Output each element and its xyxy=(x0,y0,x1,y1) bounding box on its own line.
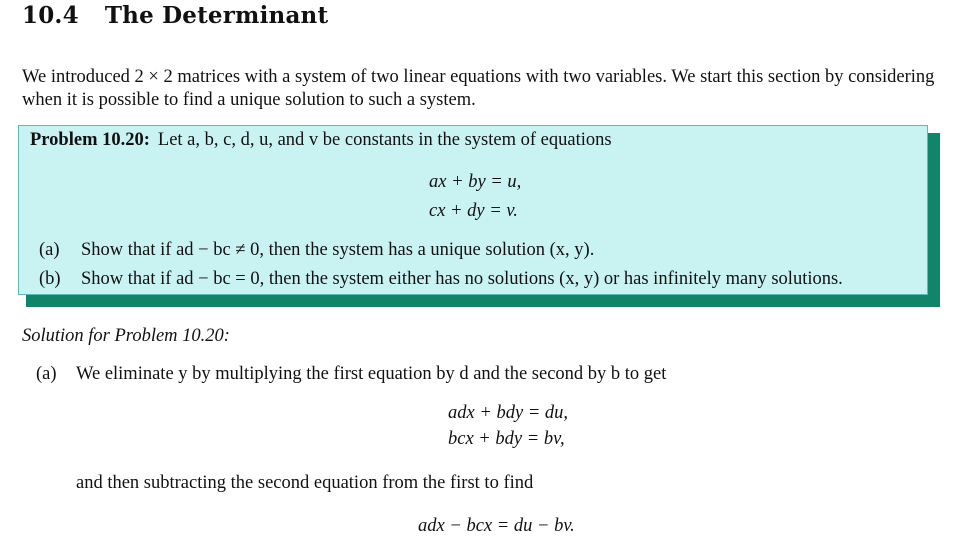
problem-lead-text: Let a, b, c, d, u, and v be constants in the system of equations xyxy=(157,130,612,150)
equation-line: cx + dy = v. xyxy=(429,201,518,221)
solution-step-a xyxy=(36,364,666,385)
step-text: We eliminate y by multiplying the first equation by d and the second by b to get xyxy=(76,364,667,384)
problem-statement xyxy=(30,130,612,151)
problem-label: Problem 10.20: xyxy=(30,130,150,150)
step-tag: (a) xyxy=(36,364,57,384)
equation-line: adx + bdy = du, xyxy=(448,403,569,423)
part-text: Show that if ad − bc = 0, then the system either has no solutions (x, y) or has infinitely many solutions. xyxy=(81,269,843,289)
solution-final-equation: adx − bcx = du − bv. xyxy=(418,516,575,536)
solution-heading: Solution for Problem 10.20: xyxy=(22,326,230,346)
part-tag: (a) xyxy=(39,240,60,260)
section-heading xyxy=(22,2,328,29)
part-tag: (b) xyxy=(39,269,61,289)
equation-line: bcx + bdy = bv, xyxy=(448,429,565,449)
problem-equations xyxy=(429,168,521,226)
equation-line: ax + by = u, xyxy=(429,172,522,192)
intro-paragraph: We introduced 2 × 2 matrices with a system of two linear equations with two variables. We start this section by considering when it is possible to find a unique solution to such a system. xyxy=(22,67,935,110)
part-text: Show that if ad − bc ≠ 0, then the system has a unique solution (x, y). xyxy=(81,240,595,260)
problem-part-a xyxy=(39,240,594,261)
section-number: 10.4 xyxy=(22,2,79,29)
solution-then-text: and then subtracting the second equation from the first to find xyxy=(76,473,534,493)
problem-box xyxy=(18,125,928,295)
section-title: The Determinant xyxy=(104,2,329,29)
problem-part-b xyxy=(39,269,843,290)
solution-equations xyxy=(448,400,568,452)
